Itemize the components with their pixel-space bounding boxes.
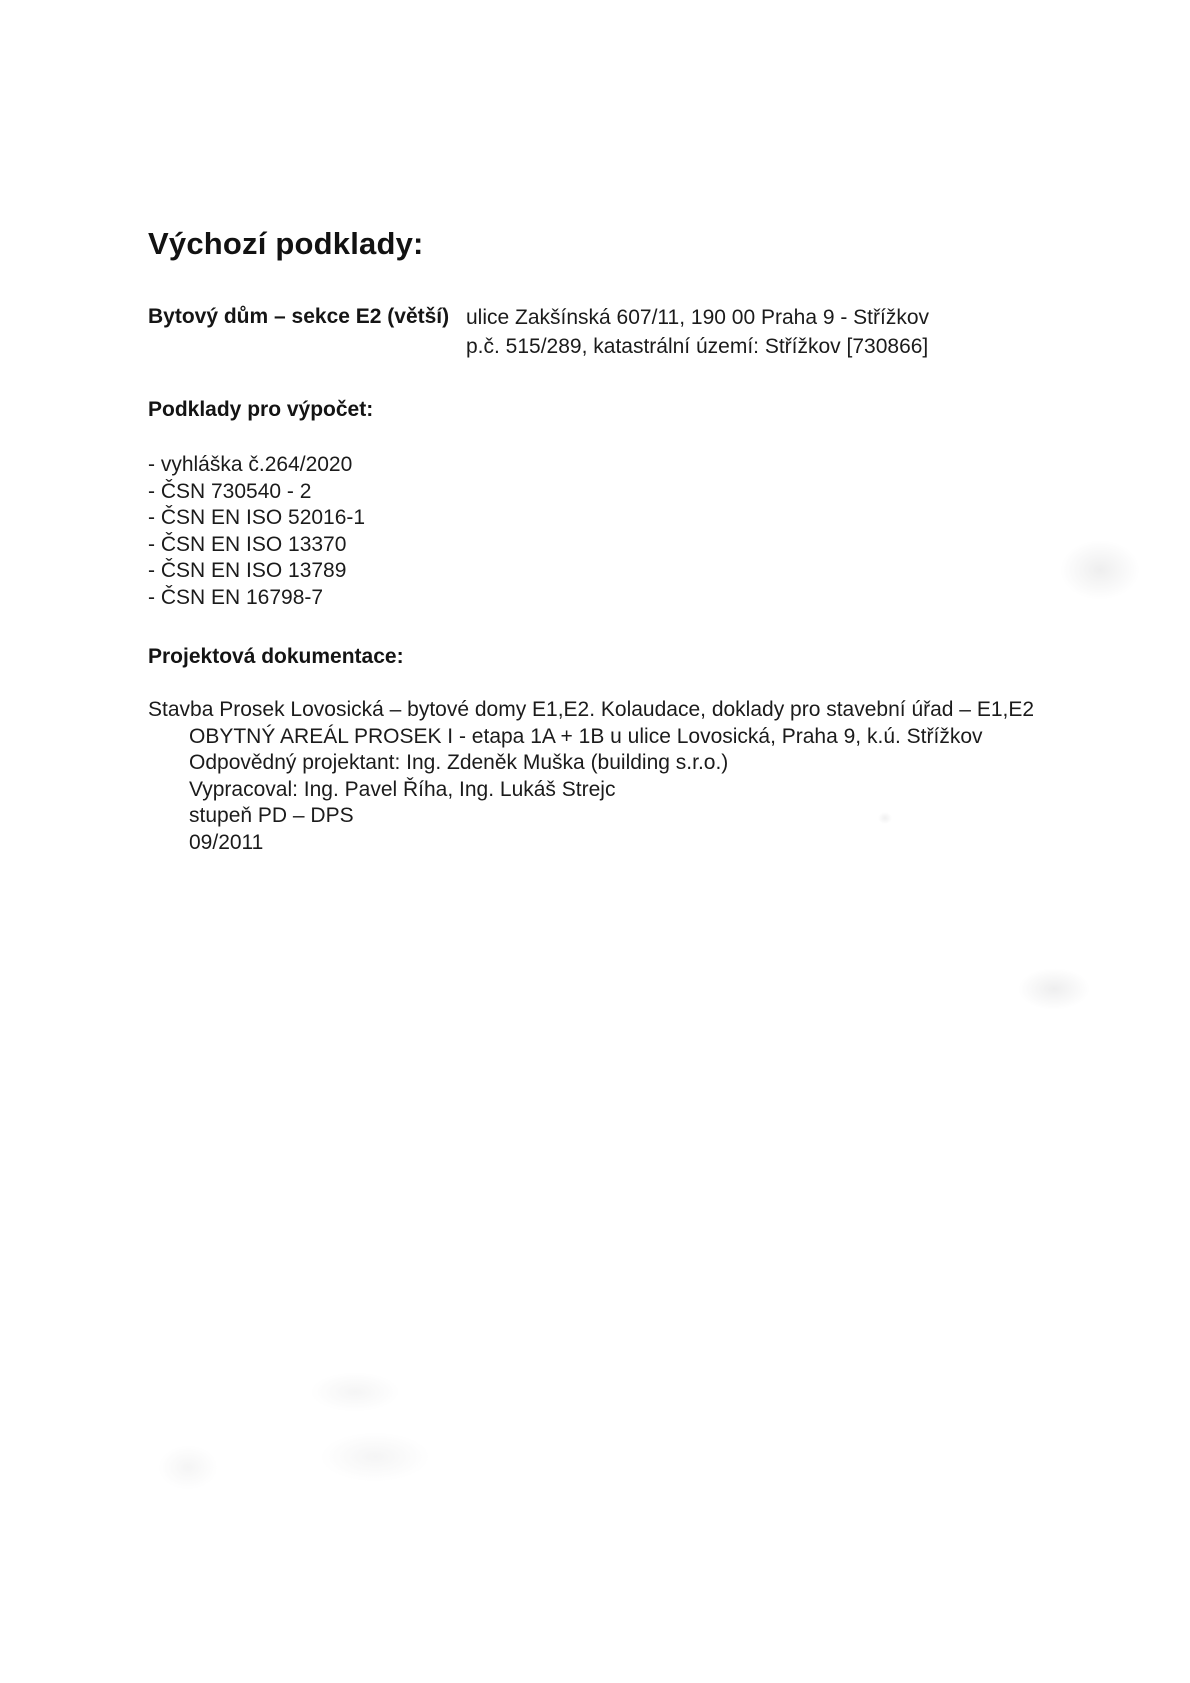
standards-list-item: - ČSN EN ISO 13789 [148,559,347,582]
building-address-line-2: p.č. 515/289, katastrální území: Střížkov [730866] [466,335,929,358]
dokumentace-block [148,697,1034,856]
standards-list-item: - vyhláška č.264/2020 [148,453,353,476]
dokumentace-line: Odpovědný projektant: Ing. Zdeněk Muška (building s.r.o.) [189,751,729,774]
standards-list [148,452,365,611]
scan-smudge [1018,968,1090,1010]
building-address-line-1: ulice Zakšínská 607/11, 190 00 Praha 9 - Střížkov [466,306,930,329]
standards-list-item: - ČSN EN 16798-7 [148,585,324,609]
scan-smudge [310,1372,400,1412]
dokumentace-heading: Projektová dokumentace: [148,645,404,668]
standards-list-item: - ČSN 730540 - 2 [148,479,312,503]
dokumentace-line: stupeň PD – DPS [189,804,354,827]
scan-smudge [320,1432,430,1482]
dokumentace-line: OBYTNÝ AREÁL PROSEK I - etapa 1A + 1B u ulice Lovosická, Praha 9, k.ú. Střížkov [189,724,983,748]
scan-smudge [158,1445,218,1490]
podklady-heading: Podklady pro výpočet: [148,398,374,421]
standards-list-item: - ČSN EN ISO 52016-1 [148,506,366,529]
building-address [466,303,929,361]
page-title: Výchozí podklady: [148,226,424,261]
dokumentace-line: Stavba Prosek Lovosická – bytové domy E1,E2. Kolaudace, doklady pro stavební úřad – E1,E2 [148,698,1035,721]
standards-list-item: - ČSN EN ISO 13370 [148,532,347,556]
dokumentace-line: Vypracoval: Ing. Pavel Říha, Ing. Lukáš Strejc [189,777,616,801]
scan-smudge [1060,540,1140,600]
building-label: Bytový dům – sekce E2 (větší) [148,305,450,328]
dokumentace-line: 09/2011 [189,830,264,854]
